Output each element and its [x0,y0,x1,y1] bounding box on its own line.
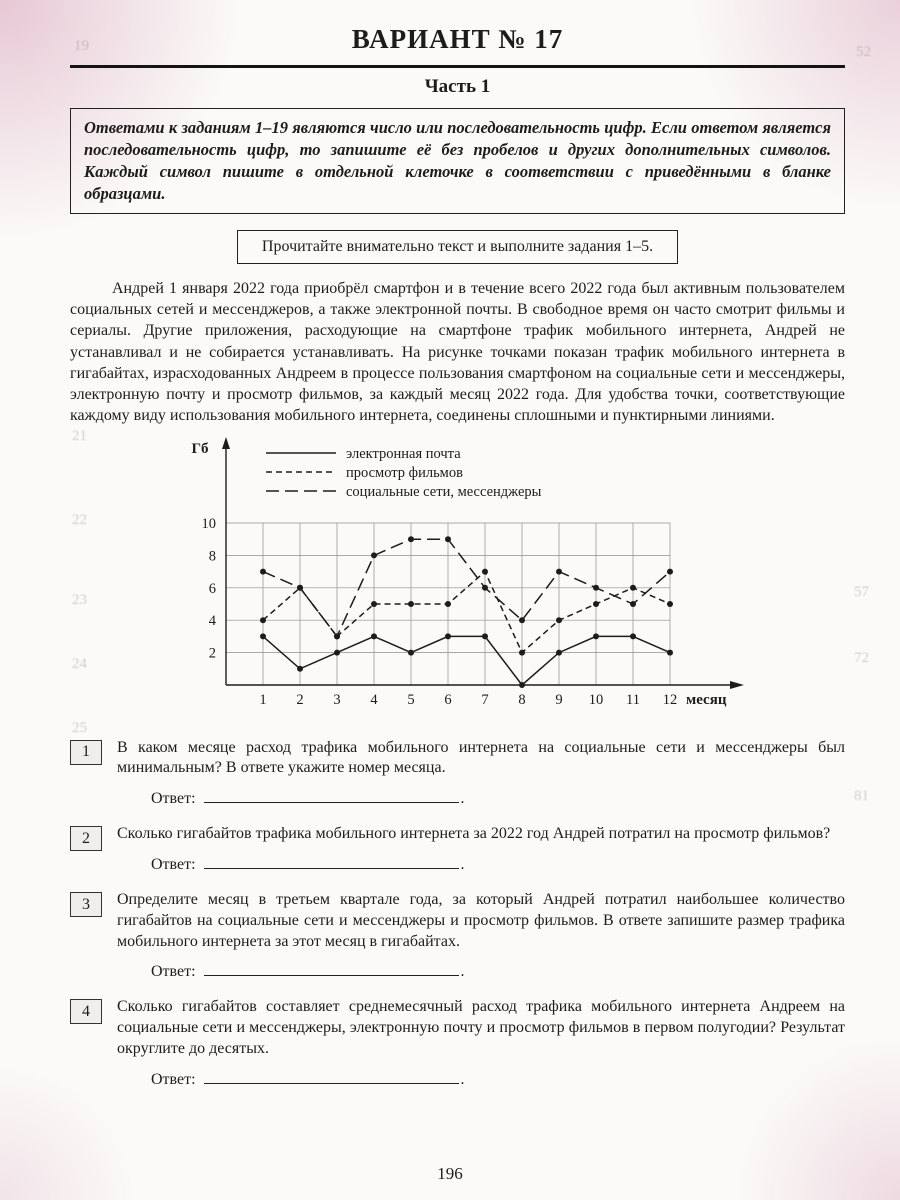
instruction-text: Ответами к заданиям 1–19 являются число или последовательность цифр. Если ответом является последовательность цифр, то запишите её без пробелов и других дополнительных символов. Каждый символ пишите в отдельной клеточке в соответствии с приведёнными в бланке образцами. [84,118,831,203]
svg-text:7: 7 [481,691,489,708]
svg-text:8: 8 [208,548,216,565]
traffic-line-chart [148,433,758,729]
answer-blank [204,961,459,976]
question-4-text: Сколько гигабайтов составляет среднемесячный расход трафика мобильного интернета Андреем на социальные сети и мессенджеры, электронную почту и просмотр фильмов в первом полугодии? Результат округлите до десятых. [117,998,845,1057]
answer-blank [204,854,459,869]
answer-label: Ответ: [151,790,196,808]
part-title: Часть 1 [424,76,491,97]
answer-period: . [460,856,465,873]
question-4 [70,997,845,1088]
svg-text:1: 1 [259,691,267,708]
answer-label: Ответ: [151,856,196,873]
question-3-number-box: 3 [70,892,102,917]
question-2 [70,824,845,874]
bleedthrough-text: 21 [72,428,87,444]
question-1 [70,738,845,809]
variant-title: ВАРИАНТ № 17 [351,24,564,54]
chart-area [148,433,845,734]
svg-text:6: 6 [208,580,216,597]
bleedthrough-text: 81 [854,788,869,804]
page-number: 196 [437,1164,463,1183]
svg-text:электронная почта: электронная почта [346,445,461,462]
bleedthrough-text: 24 [72,656,87,672]
question-4-answer-row [151,1069,845,1089]
answer-label: Ответ: [151,1070,196,1088]
svg-text:социальные сети, мессенджеры: социальные сети, мессенджеры [346,483,542,500]
svg-text:месяц: месяц [686,691,727,708]
bleedthrough-text: 22 [72,512,87,528]
svg-text:8: 8 [518,691,526,708]
svg-text:3: 3 [333,691,341,708]
intro-paragraph: Андрей 1 января 2022 года приобрёл смартфон и в течение всего 2022 года был активным пользователем социальных сетей и мессенджеров, а также электронной почты. В свободное время он часто смотрит фильмы и сериалы. Другие приложения, расходующие на смартфоне трафик мобильного интернета, Андрей не устанавливал и не собирается устанавливать. На рисунке точками показан трафик мобильного интернета в гигабайтах, израсходованных Андреем в процессе пользования смартфоном на социальные сети и мессенджеры, электронную почту и просмотр фильмов, за каждый месяц 2022 года. Для удобства точки, соответствующие каждому виду использования мобильного интернета, соединены сплошными и пунктирными линиями. [70,279,845,425]
question-1-text: В каком месяце расход трафика мобильного интернета на социальные сети и мессенджеры был минимальным? В ответе укажите номер месяца. [117,738,845,777]
svg-text:5: 5 [407,691,415,708]
question-3-text: Определите месяц в третьем квартале года, за который Андрей потратил наибольшее количество гигабайтов на социальные сети и мессенджеры и просмотр фильмов. В ответе запишите размер трафика мобильного интернета за этот месяц в гигабайтах. [117,891,845,950]
question-1-number-box: 1 [70,740,102,765]
svg-text:просмотр фильмов: просмотр фильмов [346,464,463,481]
svg-text:11: 11 [626,691,640,708]
question-4-number-box: 4 [70,999,102,1024]
bleedthrough-text: 25 [72,720,87,736]
svg-text:6: 6 [444,691,452,708]
question-2-number-box: 2 [70,826,102,851]
svg-text:Гб: Гб [191,440,209,457]
answer-period: . [460,790,465,808]
svg-text:12: 12 [662,691,678,708]
bleedthrough-text: 19 [74,38,89,54]
answer-blank [204,1069,459,1084]
answer-label: Ответ: [151,963,196,981]
bleedthrough-text: 57 [854,584,869,600]
read-tasks-box: Прочитайте внимательно текст и выполните задания 1–5. [237,230,678,264]
answer-period: . [460,963,465,981]
instruction-box [70,108,845,214]
question-2-text: Сколько гигабайтов трафика мобильного интернета за 2022 год Андрей потратил на просмотр фильмов? [117,825,831,843]
bleedthrough-text: 72 [854,650,869,666]
bleedthrough-text: 52 [856,44,871,60]
questions-section [70,738,845,1089]
answer-period: . [460,1070,465,1088]
svg-text:10: 10 [201,515,216,532]
svg-text:4: 4 [208,612,216,629]
question-3-answer-row [151,961,845,981]
svg-text:2: 2 [208,645,216,662]
svg-text:10: 10 [588,691,604,708]
svg-text:2: 2 [296,691,304,708]
svg-text:9: 9 [555,691,563,708]
question-2-answer-row [151,854,845,874]
header-rule [70,65,845,68]
bleedthrough-text: 23 [72,592,87,608]
question-3 [70,890,845,981]
svg-text:4: 4 [370,691,378,708]
answer-blank [204,788,459,803]
question-1-answer-row [151,788,845,808]
